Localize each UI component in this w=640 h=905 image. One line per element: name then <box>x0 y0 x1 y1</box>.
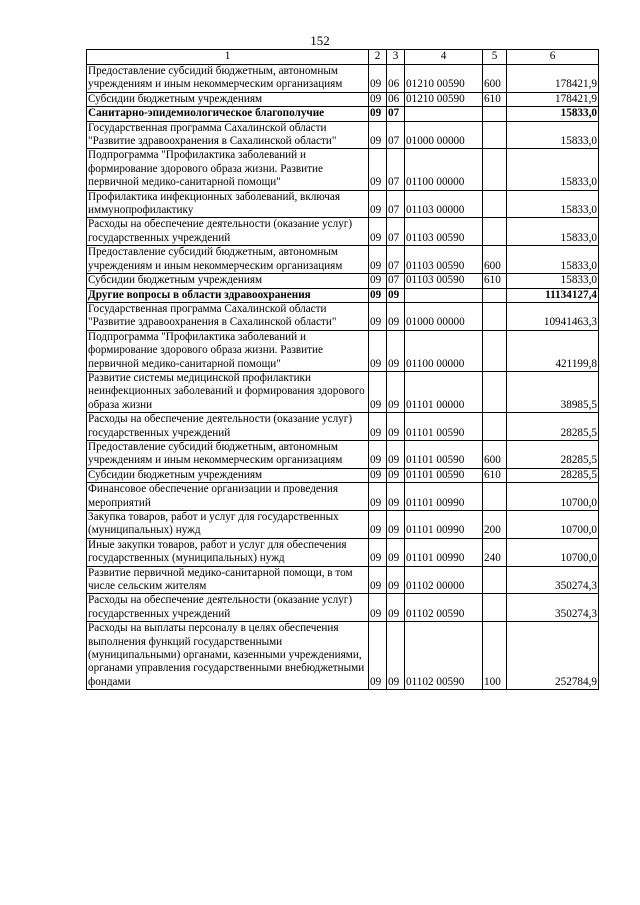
expense-type-cell <box>483 413 507 441</box>
subsection-code-cell: 09 <box>387 413 405 441</box>
target-article-cell: 01103 00590 <box>405 274 483 288</box>
expense-type-cell <box>483 218 507 246</box>
row-name-cell: Закупка товаров, работ и услуг для государственных (муниципальных) нужд <box>87 511 369 539</box>
row-name-cell: Профилактика инфекционных заболеваний, включая иммунопрофилактику <box>87 190 369 218</box>
amount-cell: 178421,9 <box>507 65 599 93</box>
section-code-cell: 09 <box>369 483 387 511</box>
row-name-cell: Расходы на обеспечение деятельности (оказание услуг) государственных учреждений <box>87 218 369 246</box>
amount-cell: 252784,9 <box>507 622 599 690</box>
subsection-code-cell: 09 <box>387 594 405 622</box>
amount-cell: 38985,5 <box>507 371 599 412</box>
subsection-code-cell: 07 <box>387 246 405 274</box>
expense-type-cell: 610 <box>483 274 507 288</box>
table-row <box>87 511 599 539</box>
table-row <box>87 218 599 246</box>
subsection-code-cell: 07 <box>387 121 405 149</box>
amount-cell: 421199,8 <box>507 330 599 371</box>
row-name-cell: Развитие системы медицинской профилактики неинфекционных заболеваний и формирования здорового образа жизни <box>87 371 369 412</box>
target-article-cell <box>405 107 483 121</box>
expense-type-cell <box>483 566 507 594</box>
amount-cell: 15833,0 <box>507 218 599 246</box>
amount-cell: 11134127,4 <box>507 288 599 302</box>
section-code-cell: 09 <box>369 330 387 371</box>
row-name-cell: Иные закупки товаров, работ и услуг для обеспечения государственных (муниципальных) нужд <box>87 538 369 566</box>
section-code-cell: 09 <box>369 65 387 93</box>
expense-type-cell: 610 <box>483 468 507 482</box>
target-article-cell: 01000 00000 <box>405 121 483 149</box>
section-code-cell: 09 <box>369 468 387 482</box>
table-row <box>87 92 599 106</box>
page-number: 152 <box>310 33 330 48</box>
amount-cell: 15833,0 <box>507 190 599 218</box>
expense-type-cell: 600 <box>483 65 507 93</box>
row-name-cell: Государственная программа Сахалинской области "Развитие здравоохранения в Сахалинской области" <box>87 302 369 330</box>
row-name-cell: Субсидии бюджетным учреждениям <box>87 468 369 482</box>
section-code-cell: 09 <box>369 566 387 594</box>
table-row <box>87 483 599 511</box>
row-name-cell: Субсидии бюджетным учреждениям <box>87 92 369 106</box>
section-code-cell: 09 <box>369 288 387 302</box>
header-col-4: 4 <box>405 50 483 65</box>
amount-cell: 15833,0 <box>507 274 599 288</box>
amount-cell: 10700,0 <box>507 538 599 566</box>
target-article-cell: 01100 00000 <box>405 330 483 371</box>
row-name-cell: Предоставление субсидий бюджетным, автономным учреждениям и иным некоммерческим организациям <box>87 440 369 468</box>
header-col-1: 1 <box>87 50 369 65</box>
target-article-cell: 01210 00590 <box>405 92 483 106</box>
table-row <box>87 288 599 302</box>
row-name-cell: Расходы на обеспечение деятельности (оказание услуг) государственных учреждений <box>87 413 369 441</box>
subsection-code-cell: 09 <box>387 483 405 511</box>
amount-cell: 28285,5 <box>507 440 599 468</box>
target-article-cell <box>405 288 483 302</box>
target-article-cell: 01102 00590 <box>405 594 483 622</box>
expense-type-cell <box>483 302 507 330</box>
table-row <box>87 622 599 690</box>
target-article-cell: 01101 00590 <box>405 468 483 482</box>
row-name-cell: Предоставление субсидий бюджетным, автономным учреждениям и иным некоммерческим организациям <box>87 246 369 274</box>
section-code-cell: 09 <box>369 511 387 539</box>
amount-cell: 350274,3 <box>507 594 599 622</box>
section-code-cell: 09 <box>369 594 387 622</box>
subsection-code-cell: 09 <box>387 302 405 330</box>
target-article-cell: 01101 00590 <box>405 440 483 468</box>
subsection-code-cell: 09 <box>387 288 405 302</box>
table-row <box>87 413 599 441</box>
expense-type-cell: 200 <box>483 511 507 539</box>
section-code-cell: 09 <box>369 92 387 106</box>
expense-type-cell <box>483 190 507 218</box>
amount-cell: 15833,0 <box>507 149 599 190</box>
expense-type-cell <box>483 149 507 190</box>
row-name-cell: Финансовое обеспечение организации и проведения мероприятий <box>87 483 369 511</box>
header-col-2: 2 <box>369 50 387 65</box>
expense-type-cell <box>483 121 507 149</box>
section-code-cell: 09 <box>369 622 387 690</box>
expense-type-cell: 100 <box>483 622 507 690</box>
subsection-code-cell: 09 <box>387 511 405 539</box>
target-article-cell: 01101 00590 <box>405 413 483 441</box>
expense-type-cell: 610 <box>483 92 507 106</box>
expense-type-cell: 600 <box>483 246 507 274</box>
target-article-cell: 01000 00000 <box>405 302 483 330</box>
row-name-cell: Другие вопросы в области здравоохранения <box>87 288 369 302</box>
section-code-cell: 09 <box>369 413 387 441</box>
header-col-3: 3 <box>387 50 405 65</box>
section-code-cell: 09 <box>369 246 387 274</box>
table-row <box>87 440 599 468</box>
budget-table <box>86 49 599 690</box>
section-code-cell: 09 <box>369 121 387 149</box>
subsection-code-cell: 07 <box>387 107 405 121</box>
table-row <box>87 65 599 93</box>
section-code-cell: 09 <box>369 274 387 288</box>
table-row <box>87 107 599 121</box>
subsection-code-cell: 09 <box>387 566 405 594</box>
subsection-code-cell: 06 <box>387 65 405 93</box>
subsection-code-cell: 09 <box>387 440 405 468</box>
table-row <box>87 246 599 274</box>
target-article-cell: 01103 00590 <box>405 246 483 274</box>
row-name-cell: Развитие первичной медико-санитарной помощи, в том числе сельским жителям <box>87 566 369 594</box>
table-row <box>87 274 599 288</box>
amount-cell: 178421,9 <box>507 92 599 106</box>
table-row <box>87 149 599 190</box>
target-article-cell: 01103 00000 <box>405 190 483 218</box>
expense-type-cell: 600 <box>483 440 507 468</box>
table-row <box>87 121 599 149</box>
expense-type-cell <box>483 288 507 302</box>
section-code-cell: 09 <box>369 218 387 246</box>
subsection-code-cell: 09 <box>387 330 405 371</box>
subsection-code-cell: 09 <box>387 538 405 566</box>
row-name-cell: Санитарно-эпидемиологическое благополучие <box>87 107 369 121</box>
subsection-code-cell: 06 <box>387 92 405 106</box>
row-name-cell: Расходы на обеспечение деятельности (оказание услуг) государственных учреждений <box>87 594 369 622</box>
table-row <box>87 468 599 482</box>
target-article-cell: 01101 00990 <box>405 483 483 511</box>
target-article-cell: 01102 00000 <box>405 566 483 594</box>
expense-type-cell <box>483 330 507 371</box>
target-article-cell: 01100 00000 <box>405 149 483 190</box>
table-row <box>87 330 599 371</box>
expense-type-cell: 240 <box>483 538 507 566</box>
subsection-code-cell: 09 <box>387 622 405 690</box>
table-row <box>87 371 599 412</box>
subsection-code-cell: 07 <box>387 274 405 288</box>
header-col-5: 5 <box>483 50 507 65</box>
expense-type-cell <box>483 483 507 511</box>
row-name-cell: Расходы на выплаты персоналу в целях обеспечения выполнения функций государственными (муниципальными) органами, казенными учреждениями, органами управления государственными внебюджетными фондами <box>87 622 369 690</box>
subsection-code-cell: 07 <box>387 218 405 246</box>
target-article-cell: 01101 00000 <box>405 371 483 412</box>
table-row <box>87 566 599 594</box>
row-name-cell: Подпрограмма "Профилактика заболеваний и формирование здорового образа жизни. Развитие первичной медико-санитарной помощи" <box>87 330 369 371</box>
section-code-cell: 09 <box>369 440 387 468</box>
amount-cell: 15833,0 <box>507 121 599 149</box>
row-name-cell: Предоставление субсидий бюджетным, автономным учреждениям и иным некоммерческим организациям <box>87 65 369 93</box>
amount-cell: 10700,0 <box>507 483 599 511</box>
table-row <box>87 594 599 622</box>
subsection-code-cell: 09 <box>387 468 405 482</box>
header-col-6: 6 <box>507 50 599 65</box>
row-name-cell: Субсидии бюджетным учреждениям <box>87 274 369 288</box>
target-article-cell: 01101 00990 <box>405 511 483 539</box>
section-code-cell: 09 <box>369 149 387 190</box>
target-article-cell: 01102 00590 <box>405 622 483 690</box>
target-article-cell: 01101 00990 <box>405 538 483 566</box>
amount-cell: 15833,0 <box>507 246 599 274</box>
amount-cell: 15833,0 <box>507 107 599 121</box>
section-code-cell: 09 <box>369 538 387 566</box>
section-code-cell: 09 <box>369 371 387 412</box>
subsection-code-cell: 07 <box>387 149 405 190</box>
section-code-cell: 09 <box>369 107 387 121</box>
section-code-cell: 09 <box>369 190 387 218</box>
target-article-cell: 01210 00590 <box>405 65 483 93</box>
amount-cell: 10700,0 <box>507 511 599 539</box>
amount-cell: 28285,5 <box>507 413 599 441</box>
expense-type-cell <box>483 371 507 412</box>
expense-type-cell <box>483 107 507 121</box>
table-row <box>87 190 599 218</box>
expense-type-cell <box>483 594 507 622</box>
section-code-cell: 09 <box>369 302 387 330</box>
subsection-code-cell: 09 <box>387 371 405 412</box>
target-article-cell: 01103 00590 <box>405 218 483 246</box>
table-header-row <box>87 50 599 65</box>
amount-cell: 350274,3 <box>507 566 599 594</box>
table-row <box>87 538 599 566</box>
amount-cell: 28285,5 <box>507 468 599 482</box>
subsection-code-cell: 07 <box>387 190 405 218</box>
table-row <box>87 302 599 330</box>
amount-cell: 10941463,3 <box>507 302 599 330</box>
row-name-cell: Подпрограмма "Профилактика заболеваний и формирование здорового образа жизни. Развитие первичной медико-санитарной помощи" <box>87 149 369 190</box>
row-name-cell: Государственная программа Сахалинской области "Развитие здравоохранения в Сахалинской области" <box>87 121 369 149</box>
